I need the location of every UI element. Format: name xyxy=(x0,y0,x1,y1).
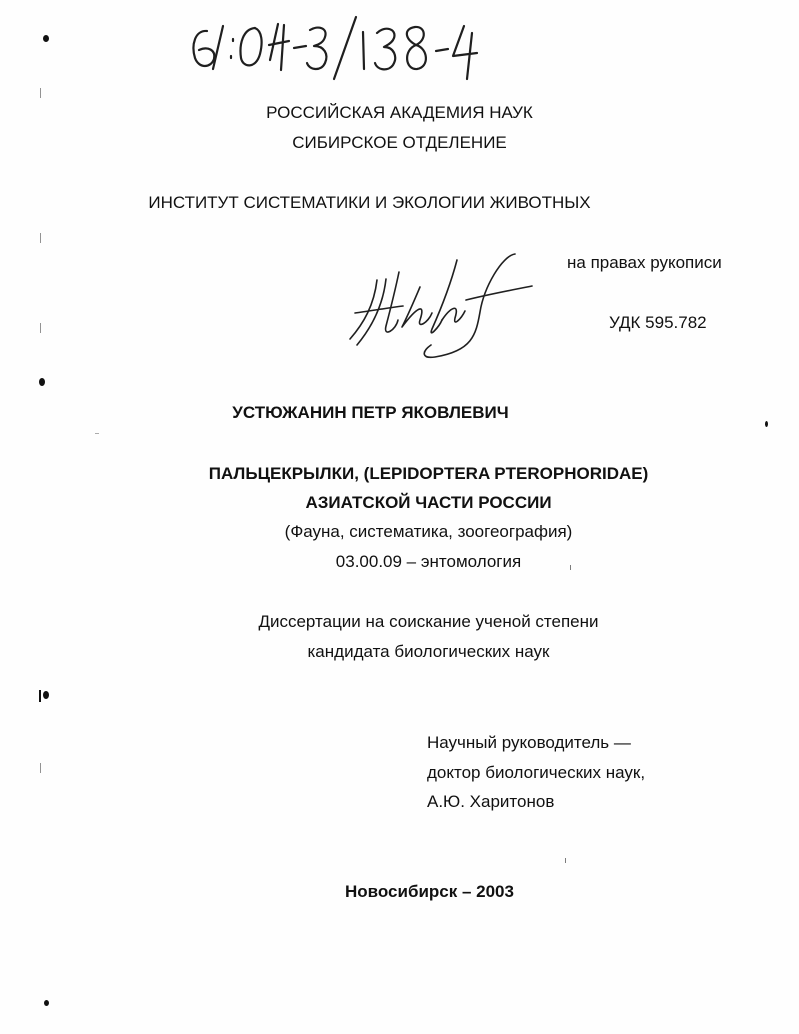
scan-mark xyxy=(40,88,41,98)
signature xyxy=(340,250,540,365)
purpose-line-2: кандидата биологических наук xyxy=(307,642,550,661)
scan-mark xyxy=(40,763,41,773)
scan-speck xyxy=(765,421,768,427)
supervisor-degree: доктор биологических наук, xyxy=(427,763,646,782)
institute-name: ИНСТИТУТ СИСТЕМАТИКИ И ЭКОЛОГИИ ЖИВОТНЫХ xyxy=(148,193,591,212)
scan-speck xyxy=(43,35,49,42)
branch-name: СИБИРСКОЕ ОТДЕЛЕНИЕ xyxy=(292,133,507,152)
dissertation-subtitle: (Фауна, систематика, зоогеография) xyxy=(284,522,573,541)
scan-speck xyxy=(43,691,49,699)
rights-label: на правах рукописи xyxy=(567,253,722,272)
supervisor-name: А.Ю. Харитонов xyxy=(427,792,555,811)
scan-mark xyxy=(565,858,566,863)
scan-speck xyxy=(44,1000,49,1006)
scan-mark xyxy=(40,233,41,243)
udk-label: УДК 595.782 xyxy=(609,313,707,332)
scan-speck xyxy=(39,378,45,386)
scan-mark xyxy=(39,690,41,702)
specialty-code: 03.00.09 – энтомология xyxy=(335,552,522,571)
purpose-line-1: Диссертации на соискание ученой степени xyxy=(258,612,599,631)
scan-mark xyxy=(40,323,41,333)
academy-name: РОССИЙСКАЯ АКАДЕМИЯ НАУК xyxy=(266,103,533,122)
handwritten-catalog-number xyxy=(183,14,483,82)
dissertation-title-line-1: ПАЛЬЦЕКРЫЛКИ, (LEPIDOPTERA PTEROPHORIDAE) xyxy=(208,464,649,483)
scan-mark xyxy=(570,565,571,570)
place-and-year: Новосибирск – 2003 xyxy=(345,882,514,901)
dissertation-title-line-2: АЗИАТСКОЙ ЧАСТИ РОССИИ xyxy=(305,493,552,512)
supervisor-role: Научный руководитель — xyxy=(427,733,631,752)
scan-mark xyxy=(95,433,99,434)
author-name: УСТЮЖАНИН ПЕТР ЯКОВЛЕВИЧ xyxy=(232,403,509,422)
